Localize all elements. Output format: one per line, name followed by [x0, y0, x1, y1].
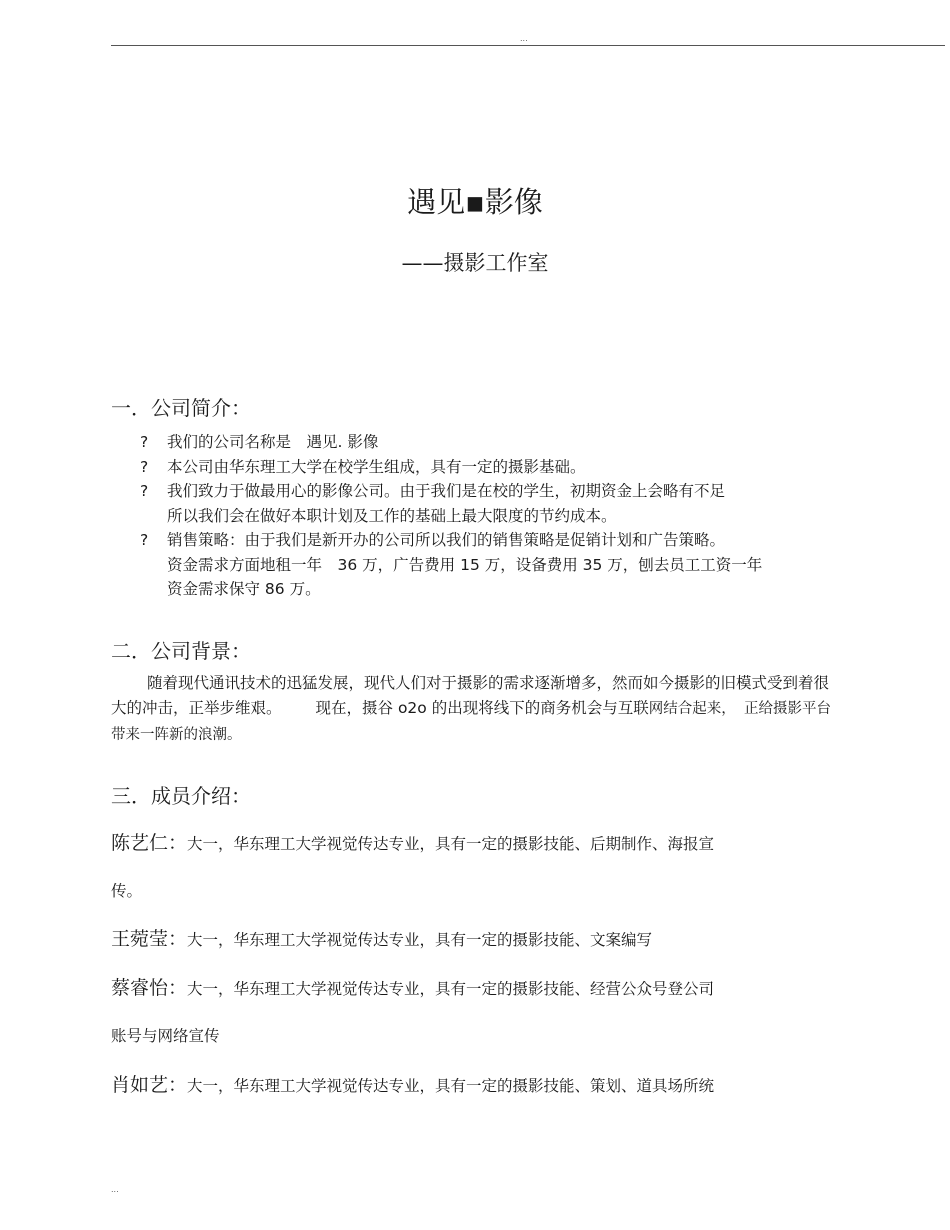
member-entry — [111, 1073, 714, 1098]
member-entry-continued: 账号与网络宣传 — [111, 1027, 220, 1045]
list-item — [111, 528, 851, 602]
list-item-text: 本公司由华东理工大学在校学生组成，具有一定的摄影基础。 — [167, 457, 586, 476]
list-item-text: 资金需求方面地租一年 36 万，广告费用 15 万，设备费用 35 万，刨去员工工资一年 — [167, 555, 763, 574]
list-item-text: 销售策略：由于我们是新开办的公司所以我们的销售策略是促销计划和广告策略。 — [167, 531, 726, 549]
bullet-marker: ? — [140, 482, 149, 500]
member-description: 大一，华东理工大学视觉传达专业，具有一定的摄影技能、经营公众号登公司 — [187, 980, 715, 998]
bullet-marker: ? — [140, 433, 149, 451]
footer-dots: ... — [111, 1185, 119, 1194]
member-name: 肖如艺： — [111, 1074, 188, 1096]
member-description: 大一，华东理工大学视觉传达专业，具有一定的摄影技能、后期制作、海报宣 — [187, 835, 715, 853]
member-name: 蔡睿怡： — [111, 977, 188, 999]
list-item — [111, 430, 851, 455]
member-entry — [111, 927, 652, 952]
list-item-text: 我们的公司名称是 遇见. 影像 — [167, 433, 379, 451]
background-text: 现在，摄谷 o2o 的出现将线下的商务机会与互联 — [315, 699, 649, 717]
member-entry — [111, 831, 714, 856]
company-intro-list — [111, 430, 851, 602]
document-subtitle: ——摄影工作室 — [401, 251, 549, 275]
member-description: 大一，华东理工大学视觉传达专业，具有一定的摄影技能、文案编写 — [187, 931, 653, 949]
list-item — [111, 455, 851, 480]
bullet-marker: ? — [140, 531, 149, 549]
bullet-marker: ? — [140, 457, 149, 476]
company-background-paragraph — [111, 671, 831, 748]
background-text: 随着现代通讯技术的迅猛发展，现代人们对于摄影的需求逐渐增多，然而如今摄影的旧模式受到着很大的冲击，正举步维艰。 — [111, 674, 830, 717]
member-entry — [111, 976, 714, 1001]
section-heading-members: 三．成员介绍： — [111, 784, 251, 808]
member-name: 陈艺仁： — [111, 832, 188, 854]
document-title: 遇见▪影像 — [407, 185, 543, 219]
background-text: 正给摄影平台带来一阵新的浪潮。 — [111, 701, 831, 743]
member-name: 王菀莹： — [111, 928, 188, 950]
section-heading-company-intro: 一．公司简介： — [111, 396, 251, 420]
section-heading-company-background: 二．公司背景： — [111, 639, 251, 663]
list-item-text: 所以我们会在做好本职计划及工作的基础上最大限度的节约成本。 — [167, 506, 617, 525]
background-text: 网结合起来， — [648, 701, 729, 717]
member-description: 大一，华东理工大学视觉传达专业，具有一定的摄影技能、策划、道具场所统 — [187, 1077, 715, 1095]
list-item — [111, 479, 851, 528]
member-entry-continued: 传。 — [111, 882, 143, 900]
header-rule — [111, 45, 945, 46]
list-item-text: 资金需求保守 86 万。 — [167, 580, 321, 598]
list-item-text: 我们致力于做最用心的影像公司。由于我们是在校的学生，初期资金上会略有不足 — [167, 482, 726, 500]
header-dots: ... — [520, 34, 528, 43]
